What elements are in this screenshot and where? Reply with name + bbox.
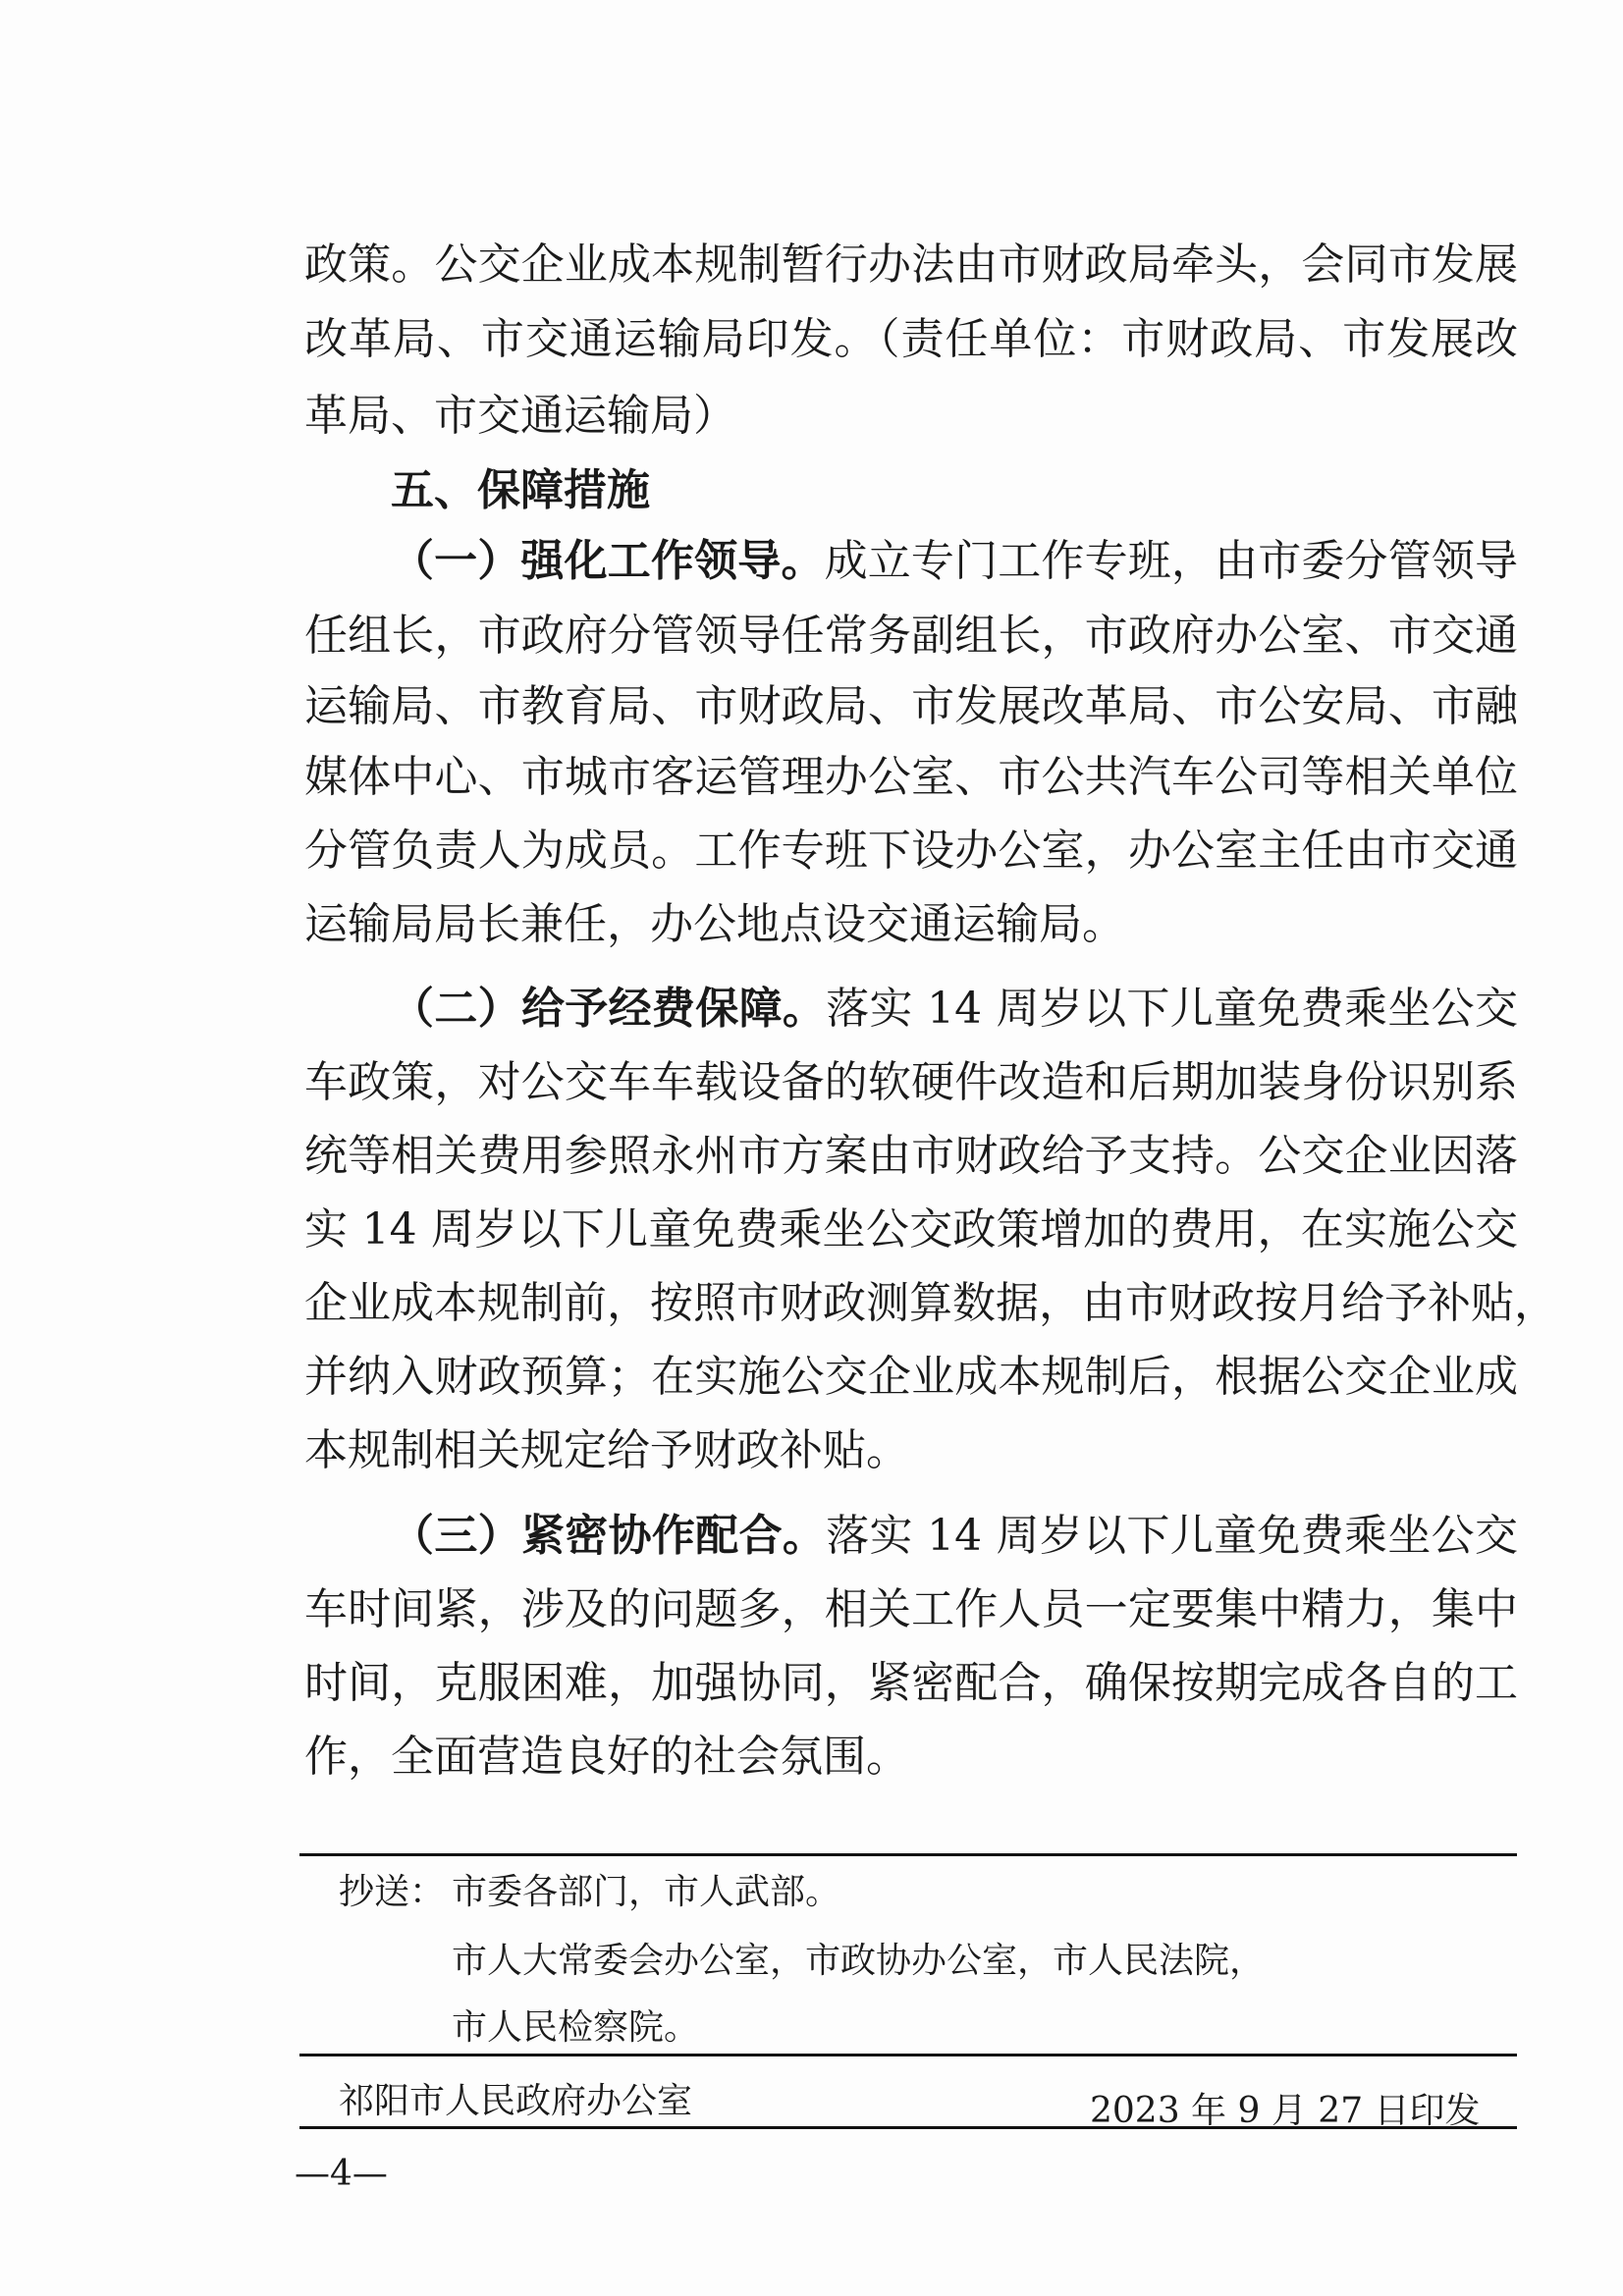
divider — [299, 2126, 1517, 2129]
divider — [299, 2054, 1517, 2056]
subsection-heading: （一）强化工作领导。 — [391, 536, 825, 586]
body-line: 时间，克服困难，加强协同，紧密配合，确保按期完成各自的工 — [304, 1658, 1518, 1708]
body-line: 运输局局长兼任，办公地点设交通运输局。 — [304, 899, 1125, 949]
body-line: 统等相关费用参照永州市方案由市财政给予支持。公交企业因落 — [304, 1131, 1518, 1181]
subsection-heading: （二）给予经费保障。 — [391, 984, 827, 1034]
body-line: 并纳入财政预算；在实施公交企业成本规制后，根据公交企业成 — [304, 1352, 1518, 1402]
divider — [299, 1853, 1517, 1856]
body-text: 落实 14 周岁以下儿童免费乘坐公交 — [826, 1511, 1518, 1561]
body-line: 车时间紧，涉及的问题多，相关工作人员一定要集中精力，集中 — [304, 1584, 1518, 1634]
body-line: 企业成本规制前，按照市财政测算数据，由市财政按月给予补贴， — [304, 1278, 1557, 1328]
body-line: 分管负责人为成员。工作专班下设办公室，办公室主任由市交通 — [304, 826, 1518, 876]
body-line: 媒体中心、市城市客运管理办公室、市公共汽车公司等相关单位 — [304, 752, 1518, 802]
body-text: 成立专门工作专班，由市委分管领导 — [824, 536, 1519, 586]
page-number: —4— — [295, 2154, 388, 2194]
section-heading: 五、保障措施 — [391, 465, 650, 515]
body-line: 车政策，对公交车车载设备的软硬件改造和后期加装身份识别系 — [304, 1057, 1518, 1107]
body-line: 革局、市交通运输局） — [304, 391, 736, 441]
subsection-2-first-line — [391, 982, 1518, 1037]
body-line: 作，全面营造良好的社会氛围。 — [304, 1732, 909, 1782]
issue-date: 2023 年 9 月 27 日印发 — [1090, 2091, 1481, 2131]
body-line: 运输局、市教育局、市财政局、市发展改革局、市公安局、市融 — [304, 681, 1518, 731]
body-line: 改革局、市交通运输局印发。（责任单位：市财政局、市发展改 — [304, 314, 1518, 364]
body-line: 政策。公交企业成本规制暂行办法由市财政局牵头，会同市发展 — [304, 240, 1518, 290]
cc-line: 市人大常委会办公室，市政协办公室，市人民法院， — [452, 1941, 1266, 1981]
subsection-3-first-line — [391, 1509, 1518, 1564]
body-line: 任组长，市政府分管领导任常务副组长，市政府办公室、市交通 — [304, 611, 1518, 661]
issuer: 祁阳市人民政府办公室 — [339, 2081, 693, 2121]
cc-line: 市委各部门，市人武部。 — [452, 1872, 841, 1912]
subsection-heading: （三）紧密协作配合。 — [391, 1511, 827, 1561]
body-line: 本规制相关规定给予财政补贴。 — [304, 1425, 909, 1475]
body-line: 实 14 周岁以下儿童免费乘坐公交政策增加的费用，在实施公交 — [304, 1204, 1518, 1255]
cc-label: 抄送： — [339, 1872, 446, 1912]
cc-line: 市人民检察院。 — [452, 2007, 700, 2048]
body-text: 落实 14 周岁以下儿童免费乘坐公交 — [826, 984, 1518, 1034]
subsection-1-first-line — [391, 534, 1518, 589]
